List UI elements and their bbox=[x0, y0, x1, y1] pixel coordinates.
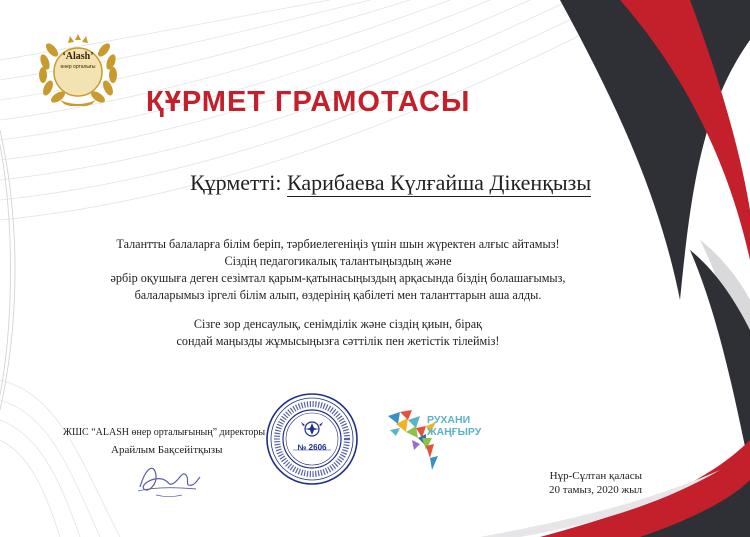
body-line: балаларымыз іргелі білім алып, өздерінің қабілеті мен таланттарын аша алды. bbox=[134, 288, 542, 302]
certificate-title: ҚҰРМЕТ ГРАМОТАСЫ bbox=[146, 86, 471, 118]
recipient-line bbox=[190, 170, 591, 196]
rukhani-line2: ЖАҢҒЫРУ bbox=[427, 426, 482, 438]
signatory-title: ЖШС “ALASH өнер орталығының” директоры bbox=[63, 427, 266, 438]
logo-brand: ‘Alash’ bbox=[62, 51, 94, 62]
certificate-body bbox=[76, 236, 600, 350]
dark-swoosh-mid bbox=[690, 250, 750, 470]
paragraph-gap bbox=[76, 304, 600, 316]
left-gray-lines bbox=[0, 130, 15, 410]
handwritten-signature bbox=[134, 457, 204, 501]
signatory-name: Арайлым Бақсейітқызы bbox=[111, 444, 223, 456]
body-line: әрбір оқушыға деген сезімтал қарым-қатынасыңыздың арқасында біздің болашағымыз, bbox=[110, 271, 566, 285]
recipient-name: Карибаева Күлғайша Дікенқызы bbox=[286, 170, 592, 195]
recipient-prefix: Құрметті: bbox=[190, 170, 282, 195]
body-line: Талантты балаларға білім беріп, тәрбиелегеніңіз үшін шын жүректен алғыс айтамыз! bbox=[116, 237, 560, 251]
body-line: Сізге зор денсаулық, сенімділік және сіздің қиын, бірақ bbox=[193, 317, 483, 331]
logo-subtitle: өнер орталығы bbox=[60, 64, 96, 70]
city: Нұр-Сұлтан қаласы bbox=[549, 470, 642, 482]
stamp-id: № 2606 bbox=[297, 443, 327, 452]
rukhani-zhangyru-logo bbox=[427, 414, 481, 438]
body-line: Сіздің педагогикалық талантыңыздың және bbox=[224, 254, 452, 268]
date: 20 тамыз, 2020 жыл bbox=[548, 484, 642, 496]
place-and-date bbox=[532, 469, 642, 497]
body-line: сондай маңызды жұмысыңызға сәттілік пен жетістік тілейміз! bbox=[176, 334, 500, 348]
rukhani-line1: РУХАНИ bbox=[427, 414, 471, 426]
round-seal-stamp bbox=[265, 392, 359, 486]
